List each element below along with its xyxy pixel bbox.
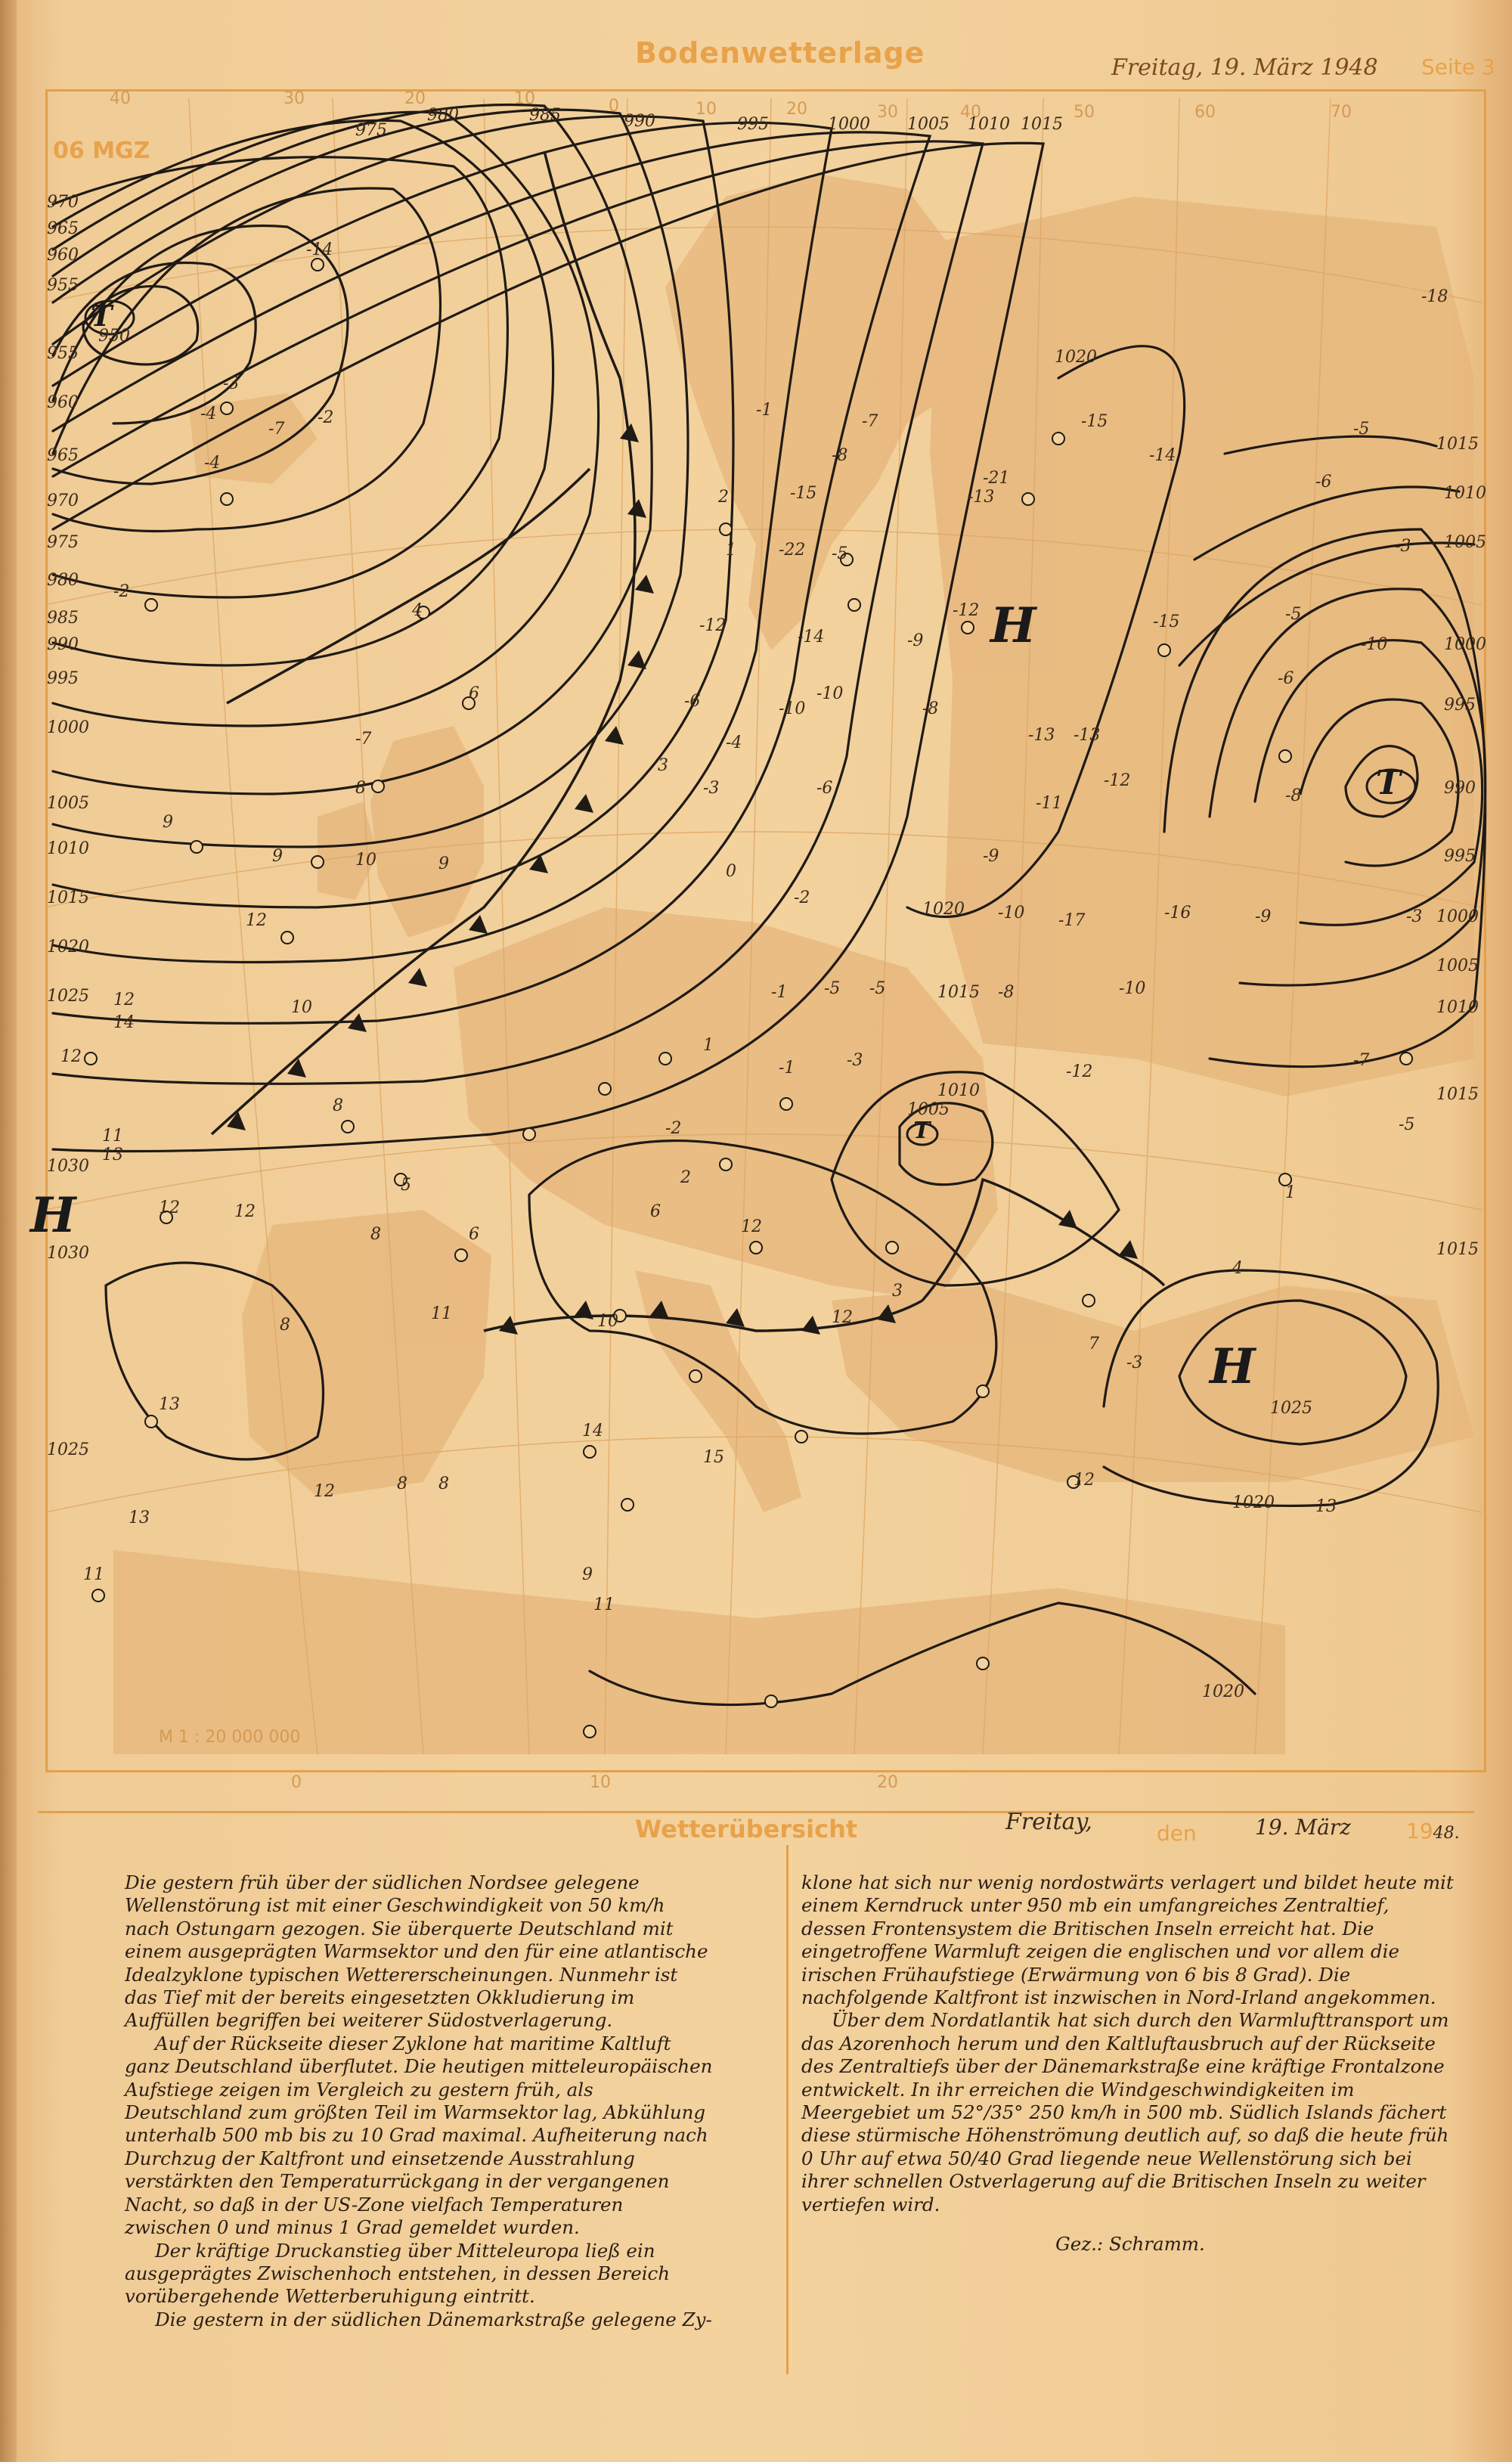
station-value: -5 bbox=[824, 979, 841, 998]
station-value: -10 bbox=[816, 684, 844, 703]
station-value: -22 bbox=[779, 541, 806, 560]
isobar-label: 1010 bbox=[968, 115, 1010, 134]
isobar-label: 1005 bbox=[47, 794, 89, 813]
grid-label: 60 bbox=[1194, 103, 1216, 122]
isobar-label: 975 bbox=[355, 121, 387, 140]
station-value: 11 bbox=[102, 1127, 123, 1146]
station bbox=[221, 402, 233, 414]
station-value: -9 bbox=[983, 847, 999, 866]
isobar-985 bbox=[53, 104, 652, 794]
grid-label: 10 bbox=[590, 1773, 611, 1792]
station bbox=[281, 932, 293, 944]
station bbox=[372, 780, 384, 792]
station-value: 13 bbox=[102, 1146, 123, 1164]
isobar-label: 980 bbox=[427, 106, 459, 125]
station-value: -12 bbox=[1104, 771, 1131, 790]
isobar-label: 1000 bbox=[47, 718, 89, 737]
station bbox=[191, 841, 203, 853]
station-value: -13 bbox=[1028, 726, 1055, 745]
warm-front-atlantic bbox=[544, 151, 620, 378]
summary-paragraph: Über dem Nordatlantik hat sich durch den Warmlufttransport um das Azorenhoch herum und den Kaltluftausbruch auf der Rückseite des Zentraltiefs über der Dänemarkstraße eine kräftige Frontalzone entwickelt. In ihr erreichen die Windgeschwindigkeiten im Meergebiet um 52°/35° 250 km/h in 500 mb. Südlich Islands fächert diese stürmische Höhenströmung deutlich auf, so daß die heute früh 0 Uhr auf etwa 50/40 Grad liegende neue Wellenstörung sich bei ihrer schnellen Ostverlagerung auf die Britischen Inseln zu weiter vertiefen wird. bbox=[801, 2009, 1449, 2215]
station bbox=[977, 1657, 989, 1670]
isobar-label: 960 bbox=[47, 393, 79, 412]
station-value: -4 bbox=[200, 405, 217, 423]
isobar-label: 1025 bbox=[47, 1440, 89, 1459]
station bbox=[720, 1158, 732, 1171]
isobar-label: 1020 bbox=[1055, 348, 1097, 367]
station-value: -8 bbox=[832, 446, 848, 465]
station-value: -9 bbox=[1255, 907, 1272, 926]
agency-label: 06 MGZ bbox=[53, 138, 150, 164]
high-pressure-symbol: H bbox=[990, 597, 1036, 654]
station-value: 12 bbox=[159, 1198, 180, 1217]
station bbox=[1400, 1053, 1412, 1065]
map-scale: M 1 : 20 000 000 bbox=[159, 1728, 301, 1747]
station-value: -6 bbox=[1315, 473, 1332, 491]
isobar-label: 990 bbox=[624, 112, 655, 131]
station bbox=[659, 1053, 671, 1065]
station-value: -7 bbox=[862, 412, 878, 431]
station bbox=[780, 1098, 792, 1110]
station-value: -6 bbox=[816, 779, 833, 798]
station-value: 0 bbox=[726, 862, 736, 881]
front-tri bbox=[801, 1316, 820, 1335]
station-value: -10 bbox=[779, 699, 806, 718]
station-value: 8 bbox=[280, 1316, 290, 1335]
front-tri bbox=[227, 1112, 246, 1130]
summary-year bbox=[1406, 1819, 1460, 1843]
front-tri bbox=[287, 1059, 306, 1078]
land-balkans-turkey bbox=[832, 1285, 1474, 1482]
station-value: -2 bbox=[113, 582, 130, 601]
isobar-label: 970 bbox=[47, 193, 79, 212]
summary-paragraph: klone hat sich nur wenig nordostwärts verlagert und bildet heute mit einem Kerndruck unter 950 mb ein umfangreiches Zentraltief, dessen Frontensystem die Britischen Inseln erreicht hat. Die eingetroffene Warmluft zeigen die englischen und vor allem die irischen Frühaufstiege (Erwärmung von 6 bis 8 Grad). Die nachfolgende Kaltfront ist inzwischen in Nord-Irland angekommen. bbox=[801, 1871, 1454, 2009]
station-value: -14 bbox=[1149, 446, 1176, 465]
isobar-label: 1015 bbox=[1436, 1085, 1479, 1104]
station-value: -9 bbox=[907, 631, 924, 650]
summary-year-suffix: 48. bbox=[1433, 1824, 1460, 1843]
station bbox=[689, 1370, 702, 1382]
station bbox=[523, 1128, 535, 1140]
station-value: -15 bbox=[1081, 412, 1108, 431]
station-value: 14 bbox=[113, 1013, 135, 1032]
station-value: 1 bbox=[726, 541, 736, 560]
station bbox=[85, 1053, 97, 1065]
map-date: Freitag, 19. März 1948 bbox=[1111, 54, 1378, 81]
station bbox=[311, 259, 324, 271]
isobar-label: 1010 bbox=[937, 1081, 980, 1100]
map-title: Bodenwetterlage bbox=[635, 36, 925, 70]
station bbox=[977, 1385, 989, 1397]
page-number: Seite 3 bbox=[1421, 54, 1495, 79]
isobar-label: 995 bbox=[1444, 696, 1476, 715]
station bbox=[720, 523, 732, 535]
isobar-label: 1000 bbox=[1436, 907, 1479, 926]
signature: Gez.: Schramm. bbox=[1055, 2233, 1205, 2256]
summary-paragraph: Der kräftige Druckanstieg über Mitteleuropa ließ ein ausgeprägtes Zwischenhoch entstehen, in dessen Bereich vorübergehende Wetterberuhigung eintritt. bbox=[125, 2239, 671, 2308]
isobar-label: 1025 bbox=[1270, 1399, 1312, 1418]
station-value: -16 bbox=[1164, 904, 1191, 922]
station-value: -8 bbox=[998, 983, 1015, 1002]
low-pressure-symbol: T bbox=[913, 1118, 931, 1144]
isobar-label: 955 bbox=[47, 276, 79, 295]
summary-title: Wetterübersicht bbox=[635, 1815, 858, 1843]
isobar-label: 1010 bbox=[1444, 484, 1486, 503]
station-value: 12 bbox=[60, 1047, 82, 1066]
summary-year-prefix: 19 bbox=[1406, 1819, 1433, 1843]
station-value: 12 bbox=[1074, 1471, 1095, 1490]
station bbox=[848, 599, 860, 611]
grid-label: 10 bbox=[514, 89, 535, 108]
front-tri bbox=[726, 1308, 745, 1327]
station-value: -8 bbox=[922, 699, 939, 718]
station-value: -15 bbox=[790, 484, 817, 503]
low-pressure-symbol: T bbox=[91, 299, 113, 333]
isobar-label: 965 bbox=[47, 219, 79, 238]
station-value: -13 bbox=[1074, 726, 1101, 745]
station-value: 5 bbox=[401, 1176, 411, 1195]
station-value: 8 bbox=[333, 1096, 343, 1115]
grid-label: 10 bbox=[696, 100, 717, 119]
station-value: -5 bbox=[1399, 1115, 1415, 1134]
front-tri bbox=[575, 794, 593, 813]
station bbox=[221, 493, 233, 505]
isobar-label: 1015 bbox=[1436, 1240, 1479, 1259]
station bbox=[962, 622, 974, 634]
station-value: 14 bbox=[582, 1422, 603, 1440]
grid-label: 40 bbox=[960, 103, 981, 122]
summary-day: Freitay, bbox=[1005, 1809, 1092, 1835]
grid-label: 0 bbox=[609, 97, 619, 116]
station-value: -12 bbox=[699, 616, 727, 635]
station-value: -15 bbox=[1153, 612, 1180, 631]
station bbox=[584, 1446, 596, 1458]
isobar-label: 1030 bbox=[47, 1244, 89, 1263]
isobar-label: 955 bbox=[47, 344, 79, 363]
station-value: 3 bbox=[658, 756, 668, 775]
isobar-label: 975 bbox=[47, 533, 79, 552]
isobar-label: 1005 bbox=[907, 1100, 950, 1119]
isobar-label: 1020 bbox=[1232, 1493, 1275, 1512]
isobar-label: 1015 bbox=[47, 888, 89, 907]
station-value: -3 bbox=[1395, 537, 1411, 556]
summary-paragraph: Auf der Rückseite dieser Zyklone hat maritime Kaltluft ganz Deutschland überflutet. Die heutigen mitteleuropäischen Aufstiege zeigen im Vergleich zu gestern früh, als Deutschland zum größten Teil im Warmsektor lag, Abkühlung unterhalb 500 mb bis zu 10 Grad maximal. Aufheiterung nach Durchzug der Kaltfront und einsetzende Ausstrahlung verstärkten den Temperaturrückgang in der vergangenen Nacht, so daß in der US-Zone vielfach Temperaturen zwischen 0 und minus 1 Grad gemeldet wurden. bbox=[125, 2032, 713, 2239]
station-value: -3 bbox=[1406, 907, 1423, 926]
station-value: -12 bbox=[1066, 1062, 1093, 1081]
station bbox=[311, 856, 324, 868]
station-value: 1 bbox=[703, 1036, 714, 1055]
station-value: 9 bbox=[582, 1565, 593, 1584]
station-value: -3 bbox=[1126, 1353, 1143, 1372]
station bbox=[455, 1249, 467, 1261]
station-value: -18 bbox=[1421, 287, 1448, 306]
front-tri bbox=[627, 499, 646, 518]
front-tri bbox=[605, 726, 624, 745]
station-value: 13 bbox=[1315, 1497, 1337, 1516]
isobar-label: 1005 bbox=[1436, 957, 1479, 975]
isobar-label: 1000 bbox=[828, 115, 870, 134]
grid-label: 0 bbox=[291, 1773, 302, 1792]
station-value: 15 bbox=[703, 1448, 724, 1467]
isobar-label: 995 bbox=[737, 115, 769, 134]
station-value: -4 bbox=[204, 454, 221, 473]
station bbox=[1052, 433, 1064, 445]
station-value: -5 bbox=[1285, 605, 1302, 624]
station-value: 10 bbox=[355, 851, 376, 870]
isobar-label: 995 bbox=[47, 669, 79, 688]
station bbox=[92, 1589, 104, 1602]
station-value: 12 bbox=[234, 1202, 256, 1221]
isobar-label: 1005 bbox=[907, 115, 950, 134]
isobar-970 bbox=[53, 157, 507, 597]
station-value: 10 bbox=[291, 998, 312, 1017]
station-value: 12 bbox=[113, 991, 135, 1009]
station-value: 12 bbox=[314, 1482, 335, 1501]
station bbox=[145, 599, 157, 611]
station-value: -3 bbox=[223, 374, 240, 393]
isobar-label: 990 bbox=[1444, 779, 1476, 798]
station bbox=[750, 1242, 762, 1254]
station-value: 12 bbox=[832, 1308, 853, 1327]
grid-label: 20 bbox=[404, 89, 426, 108]
station-value: -10 bbox=[1119, 979, 1146, 998]
station-value: -12 bbox=[953, 601, 980, 620]
station-value: 1 bbox=[1285, 1183, 1296, 1202]
isobar-label: 1020 bbox=[1202, 1682, 1244, 1701]
grid-label: 30 bbox=[284, 89, 305, 108]
station-value: 3 bbox=[892, 1282, 903, 1301]
isobar-label: 1010 bbox=[47, 839, 89, 858]
station-value: -13 bbox=[968, 488, 995, 507]
station-value: -3 bbox=[847, 1051, 863, 1070]
station-value: 9 bbox=[163, 813, 173, 832]
summary-paragraph: Die gestern in der südlichen Dänemarkstraße gelegene Zy- bbox=[155, 2308, 712, 2330]
high-pressure-symbol: H bbox=[1210, 1338, 1256, 1395]
station-value: -17 bbox=[1058, 911, 1086, 930]
low-pressure-symbol: T bbox=[1376, 764, 1401, 802]
summary-left-column bbox=[125, 1871, 714, 2331]
summary-den: den bbox=[1157, 1821, 1197, 1846]
station bbox=[1279, 750, 1291, 762]
grid-label: 50 bbox=[1074, 103, 1095, 122]
grid-label: 70 bbox=[1331, 103, 1352, 122]
station bbox=[1158, 644, 1170, 656]
isobar-label: 985 bbox=[529, 106, 561, 125]
station bbox=[1083, 1295, 1095, 1307]
station-value: 11 bbox=[431, 1304, 452, 1323]
station-value: -8 bbox=[1285, 786, 1302, 805]
station bbox=[342, 1121, 354, 1133]
station-value: -14 bbox=[798, 628, 825, 647]
land-north-africa bbox=[113, 1550, 1285, 1754]
station bbox=[145, 1415, 157, 1428]
station-value: 11 bbox=[83, 1565, 104, 1584]
station bbox=[1022, 493, 1034, 505]
station-value: 13 bbox=[129, 1509, 150, 1527]
isobar-label: 970 bbox=[47, 491, 79, 510]
occlusion-front bbox=[227, 469, 590, 703]
land-britain bbox=[370, 726, 484, 938]
station-value: -7 bbox=[355, 730, 372, 749]
station-value: 8 bbox=[438, 1474, 449, 1493]
station-value: 10 bbox=[597, 1312, 618, 1331]
station-value: 7 bbox=[1089, 1335, 1099, 1353]
station bbox=[795, 1431, 807, 1443]
grid-label: 20 bbox=[877, 1773, 898, 1792]
station-value: 2 bbox=[680, 1168, 691, 1187]
station-value: 6 bbox=[469, 1225, 479, 1244]
grid-label: 40 bbox=[110, 89, 131, 108]
station-value: 6 bbox=[469, 684, 479, 703]
station-value: 8 bbox=[355, 779, 366, 798]
isobar-label: 950 bbox=[98, 327, 130, 346]
station-value: -6 bbox=[684, 692, 701, 711]
station-value: -21 bbox=[983, 469, 1010, 488]
front-tri bbox=[408, 968, 427, 987]
front-tri bbox=[529, 854, 548, 873]
isobar-label: 1020 bbox=[922, 900, 965, 919]
station-value: -1 bbox=[779, 1059, 795, 1078]
isobar-label: 1015 bbox=[1021, 115, 1063, 134]
station-value: -6 bbox=[1278, 669, 1294, 688]
column-divider bbox=[786, 1845, 789, 2374]
station-value: 8 bbox=[397, 1474, 407, 1493]
station-value: -5 bbox=[832, 544, 848, 563]
station-value: -5 bbox=[869, 979, 886, 998]
station-value: -3 bbox=[703, 779, 720, 798]
station bbox=[621, 1499, 634, 1511]
isobar-label: 1000 bbox=[1444, 635, 1486, 654]
station-value: 4 bbox=[1232, 1259, 1243, 1278]
station-value: -5 bbox=[1353, 420, 1370, 439]
isobar-label: 980 bbox=[47, 571, 79, 590]
station-value: -10 bbox=[998, 904, 1025, 922]
station-value: -1 bbox=[756, 401, 773, 420]
station-value: -1 bbox=[771, 983, 788, 1002]
isobar-label: 1020 bbox=[47, 938, 89, 957]
summary-paragraph: Die gestern früh über der südlichen Nordsee gelegene Wellenstörung ist mit einer Geschwindigkeit von 50 km/h nach Ostungarn gezogen. Sie überquerte Deutschland mit einem ausgeprägten Warmsektor und den für eine atlantische Idealzyklone typischen Wettererscheinungen. Nunmehr ist das Tief mit der bereits eingesetzten Okkludierung im Auffüllen begriffen bei weiterer Südostverlagerung. bbox=[125, 1871, 708, 2032]
station-value: 9 bbox=[272, 847, 283, 866]
station-value: 6 bbox=[650, 1202, 661, 1221]
isobar-label: 995 bbox=[1444, 847, 1476, 866]
isobar-label: 1025 bbox=[47, 987, 89, 1006]
grid-label: 20 bbox=[786, 100, 807, 119]
station bbox=[599, 1083, 611, 1095]
station-value: 12 bbox=[246, 911, 267, 930]
isobar-label: 965 bbox=[47, 446, 79, 465]
grid-label: 30 bbox=[877, 103, 898, 122]
isobar-label: 990 bbox=[47, 635, 79, 654]
isobar-label: 1015 bbox=[1436, 435, 1479, 454]
summary-right-column bbox=[801, 1871, 1459, 2256]
isobar-label: 1030 bbox=[47, 1157, 89, 1176]
station-value: 11 bbox=[593, 1595, 615, 1614]
isobar-label: 1010 bbox=[1436, 998, 1479, 1017]
front-tri bbox=[635, 575, 654, 594]
high-pressure-symbol: H bbox=[30, 1187, 76, 1244]
summary-date: 19. März bbox=[1255, 1815, 1351, 1840]
station-value: 2 bbox=[718, 488, 729, 507]
station-value: 13 bbox=[159, 1395, 180, 1414]
station-value: -7 bbox=[268, 420, 285, 439]
station-value: -4 bbox=[726, 733, 742, 752]
station-value: -7 bbox=[1353, 1051, 1370, 1070]
isobar-label: 1015 bbox=[937, 983, 980, 1002]
station-value: -10 bbox=[1361, 635, 1388, 654]
station-value: 8 bbox=[370, 1225, 381, 1244]
station-value: -14 bbox=[306, 240, 333, 259]
station-value: -2 bbox=[794, 888, 810, 907]
station-value: -2 bbox=[665, 1119, 682, 1138]
station-value: -11 bbox=[1036, 794, 1063, 813]
station-value: -2 bbox=[318, 408, 334, 427]
isobar-label: 985 bbox=[47, 609, 79, 628]
station-value: 12 bbox=[741, 1217, 762, 1236]
station bbox=[584, 1726, 596, 1738]
station bbox=[765, 1695, 777, 1707]
isobar-label: 960 bbox=[47, 246, 79, 265]
station-value: 9 bbox=[438, 854, 449, 873]
front-tri bbox=[627, 650, 646, 669]
station bbox=[886, 1242, 898, 1254]
isobar-label: 1005 bbox=[1444, 533, 1486, 552]
station-value: 4 bbox=[412, 601, 423, 620]
